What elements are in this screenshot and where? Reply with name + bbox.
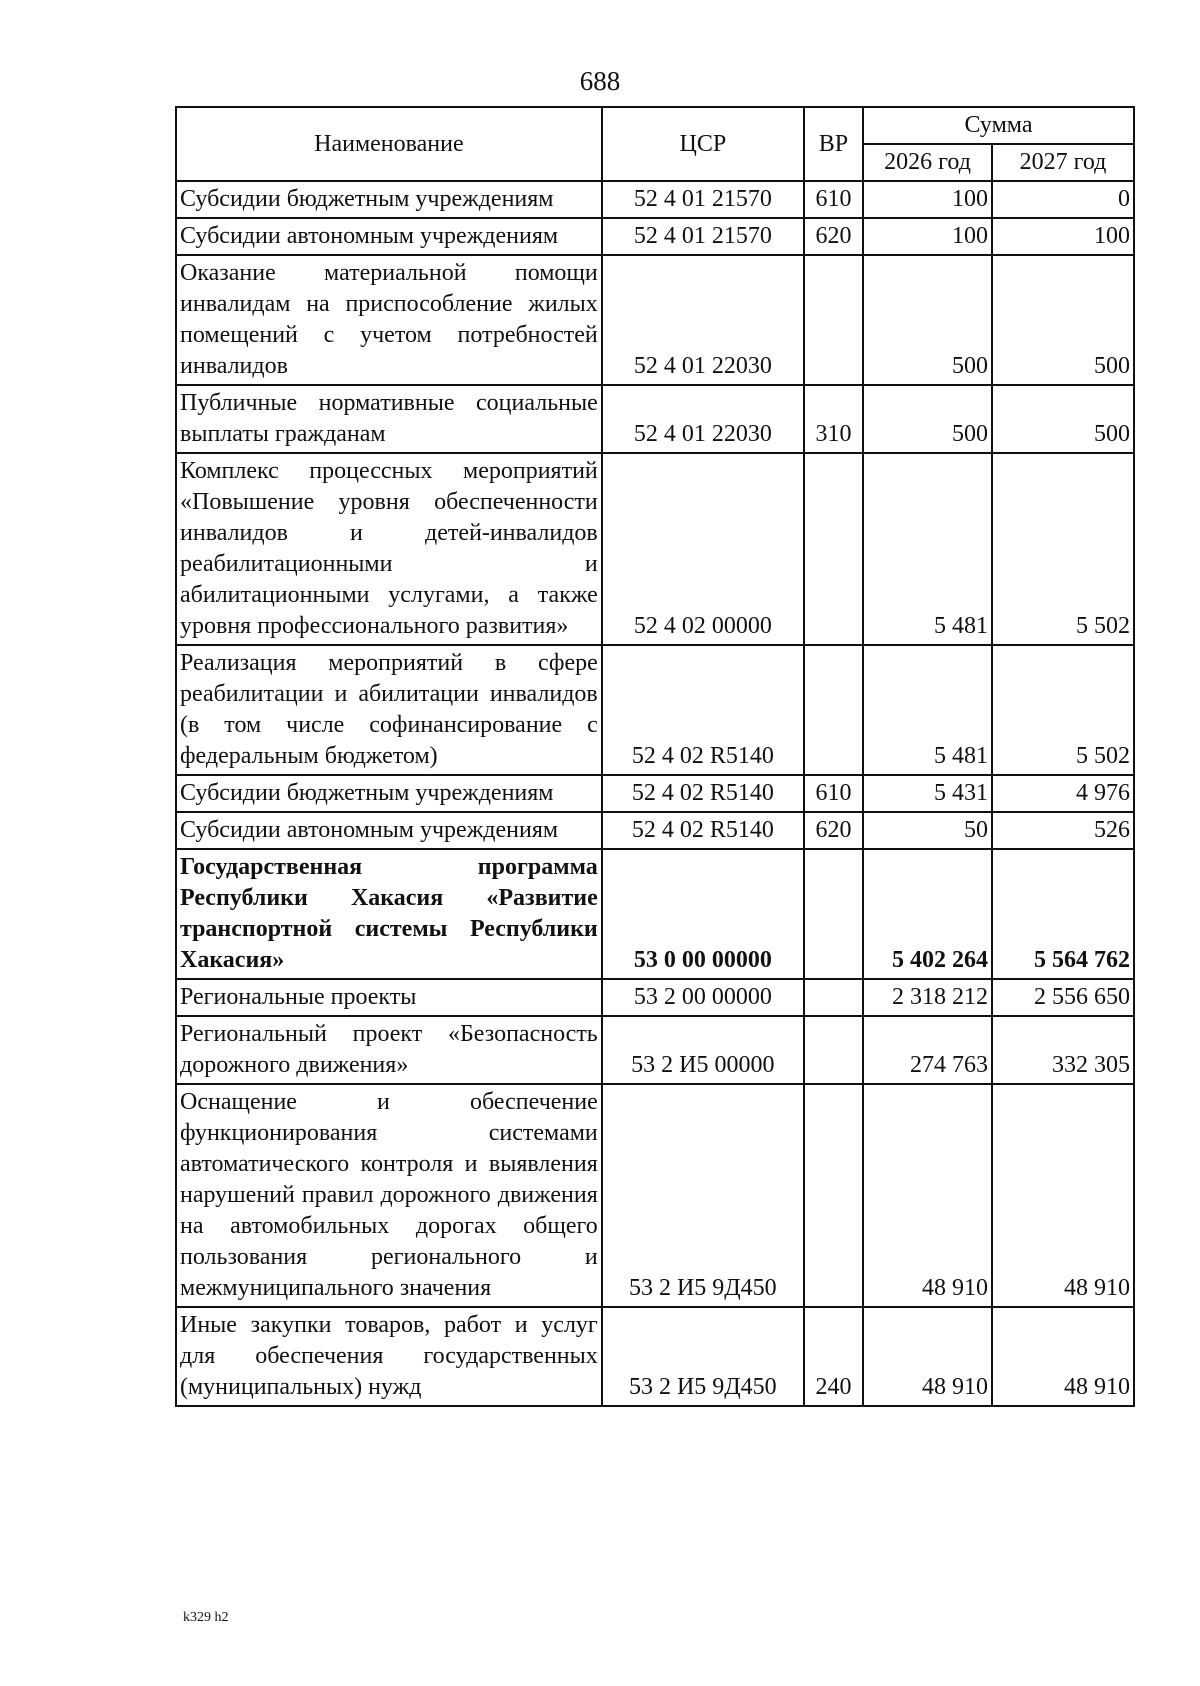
- header-csr: ЦСР: [602, 107, 804, 181]
- row-name-cell: Государственная программа Республики Хакасия «Развитие транспортной системы Республики Хакасия»: [176, 849, 602, 979]
- row-csr-cell: 52 4 01 22030: [602, 385, 804, 453]
- row-amount-2026-cell: 100: [863, 181, 992, 218]
- table-row: [176, 849, 1134, 979]
- row-csr-cell: 53 2 И5 9Д450: [602, 1307, 804, 1406]
- row-csr-cell: 53 2 И5 9Д450: [602, 1084, 804, 1307]
- table-row: [176, 385, 1134, 453]
- row-csr-cell: 52 4 01 21570: [602, 218, 804, 255]
- row-name-cell: Иные закупки товаров, работ и услуг для обеспечения государственных (муниципальных) нужд: [176, 1307, 602, 1406]
- row-amount-2026-cell: 500: [863, 385, 992, 453]
- row-amount-2027-cell: 526: [992, 812, 1134, 849]
- row-amount-2027-cell: 5 564 762: [992, 849, 1134, 979]
- row-vr-cell: [804, 453, 863, 645]
- row-name-cell: Субсидии бюджетным учреждениям: [176, 775, 602, 812]
- row-amount-2027-cell: 2 556 650: [992, 979, 1134, 1016]
- row-name-cell: Субсидии автономным учреждениям: [176, 812, 602, 849]
- row-name-cell: Субсидии бюджетным учреждениям: [176, 181, 602, 218]
- row-vr-cell: 240: [804, 1307, 863, 1406]
- page-number: 688: [579, 66, 621, 96]
- table-row: [176, 812, 1134, 849]
- row-vr-cell: 620: [804, 812, 863, 849]
- row-vr-cell: 620: [804, 218, 863, 255]
- table-row: [176, 1016, 1134, 1084]
- row-amount-2027-cell: 5 502: [992, 645, 1134, 775]
- row-vr-cell: 310: [804, 385, 863, 453]
- row-name-cell: Региональный проект «Безопасность дорожного движения»: [176, 1016, 602, 1084]
- row-csr-cell: 52 4 02 R5140: [602, 812, 804, 849]
- header-year-2026: 2026 год: [863, 144, 992, 181]
- row-amount-2026-cell: 5 402 264: [863, 849, 992, 979]
- row-amount-2027-cell: 500: [992, 385, 1134, 453]
- row-name-cell: Региональные проекты: [176, 979, 602, 1016]
- row-vr-cell: [804, 645, 863, 775]
- row-amount-2026-cell: 50: [863, 812, 992, 849]
- row-csr-cell: 53 0 00 00000: [602, 849, 804, 979]
- header-year-2027: 2027 год: [992, 144, 1134, 181]
- row-amount-2027-cell: 48 910: [992, 1084, 1134, 1307]
- row-name-cell: Публичные нормативные социальные выплаты гражданам: [176, 385, 602, 453]
- row-csr-cell: 52 4 01 22030: [602, 255, 804, 385]
- table-row: [176, 181, 1134, 218]
- row-amount-2026-cell: 100: [863, 218, 992, 255]
- row-vr-cell: [804, 979, 863, 1016]
- row-vr-cell: 610: [804, 181, 863, 218]
- row-amount-2026-cell: 5 481: [863, 645, 992, 775]
- row-amount-2027-cell: 4 976: [992, 775, 1134, 812]
- row-name-cell: Оказание материальной помощи инвалидам на приспособление жилых помещений с учетом потребностей инвалидов: [176, 255, 602, 385]
- row-amount-2026-cell: 2 318 212: [863, 979, 992, 1016]
- row-amount-2026-cell: 274 763: [863, 1016, 992, 1084]
- row-vr-cell: [804, 255, 863, 385]
- row-name-cell: Оснащение и обеспечение функционирования системами автоматического контроля и выявления нарушений правил дорожного движения на автомобильных дорогах общего пользования регионального и межмуниципального значения: [176, 1084, 602, 1307]
- row-csr-cell: 52 4 01 21570: [602, 181, 804, 218]
- table-row: [176, 218, 1134, 255]
- row-name-cell: Реализация мероприятий в сфере реабилитации и абилитации инвалидов (в том числе софинансирование с федеральным бюджетом): [176, 645, 602, 775]
- row-amount-2027-cell: 0: [992, 181, 1134, 218]
- table-row: [176, 1307, 1134, 1406]
- row-csr-cell: 52 4 02 R5140: [602, 645, 804, 775]
- header-name: Наименование: [176, 107, 602, 181]
- row-amount-2027-cell: 100: [992, 218, 1134, 255]
- row-vr-cell: 610: [804, 775, 863, 812]
- table-row: [176, 979, 1134, 1016]
- header-sum: Сумма: [863, 107, 1134, 144]
- table-row: [176, 453, 1134, 645]
- row-amount-2026-cell: 48 910: [863, 1084, 992, 1307]
- row-name-cell: Комплекс процессных мероприятий «Повышение уровня обеспеченности инвалидов и детей-инвалидов реабилитационными и абилитационными услугами, а также уровня профессионального развития»: [176, 453, 602, 645]
- row-amount-2026-cell: 5 431: [863, 775, 992, 812]
- header-vr: ВР: [804, 107, 863, 181]
- table-row: [176, 645, 1134, 775]
- row-vr-cell: [804, 1016, 863, 1084]
- table-body: [176, 181, 1134, 1406]
- row-name-cell: Субсидии автономным учреждениям: [176, 218, 602, 255]
- row-amount-2026-cell: 500: [863, 255, 992, 385]
- row-vr-cell: [804, 849, 863, 979]
- row-amount-2027-cell: 5 502: [992, 453, 1134, 645]
- row-amount-2027-cell: 48 910: [992, 1307, 1134, 1406]
- row-amount-2026-cell: 48 910: [863, 1307, 992, 1406]
- row-vr-cell: [804, 1084, 863, 1307]
- table-row: [176, 255, 1134, 385]
- row-csr-cell: 52 4 02 R5140: [602, 775, 804, 812]
- footer-code: k329 h2: [183, 1610, 229, 1625]
- row-amount-2026-cell: 5 481: [863, 453, 992, 645]
- row-csr-cell: 52 4 02 00000: [602, 453, 804, 645]
- budget-table: [175, 106, 1135, 1407]
- row-amount-2027-cell: 500: [992, 255, 1134, 385]
- row-amount-2027-cell: 332 305: [992, 1016, 1134, 1084]
- row-csr-cell: 53 2 И5 00000: [602, 1016, 804, 1084]
- table-row: [176, 775, 1134, 812]
- table-row: [176, 1084, 1134, 1307]
- row-csr-cell: 53 2 00 00000: [602, 979, 804, 1016]
